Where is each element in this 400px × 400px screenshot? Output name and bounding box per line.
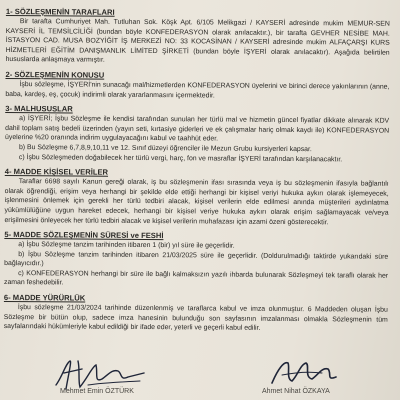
section-parties [6,7,390,68]
section-title: 2- SÖZLEŞMENİN KONUSU [5,69,105,80]
section-title: 1- SÖZLEŞMENİN TARAFLARI [5,6,115,17]
contract-body [4,2,390,335]
list-item: c) İşbu Sözleşmeden doğabilecek her türlü vergi, harç, fon ve masraflar İŞYERİ tarafından karşılanacaktır. [18,153,343,163]
section-title: 5- MADDE SÖZLEŞMENİN SÜRESİ ve FESHİ [4,230,164,241]
section-duration [4,230,388,291]
section-personal-data [4,167,388,228]
section-paragraph: Taraflar 6698 sayılı Kanun gereği olarak, iş bu sözleşmenin ifası sırasında veya iş bu sözleşmenin ifasıyla bağlantılı olarak öğrendiği, erişim veya herhangi bir şekilde elde ettiği herhangi bir kişisel veriyi hukuka aykırı olarak işlemeyecek, işlenmesini önlemek için gerekli her türlü tedbiri alacak, kişisel verilerin elde edilmesi anında müşterileri aydınlatma yükümlülüğüne uygun hareket edecek, herhangi bir kişisel veriye hukuka aykırı olarak erişim sağlamayacak ve/veya erişilmesini önleyecek her türlü tedbiri alacak ve kişisel verilerin muhafazası için azami özeni gösterecektir. [4,178,389,226]
section-financial [5,104,389,165]
list-item: b) Bu Sözleşme 6,7,8,9,10,11 ve 12. Sınıf düzeyi öğrenciler ile Mezun Grubu kursiyerleri kapsar. [18,144,312,154]
left-signatory-name: Mehmet Emin ÖZTÜRK [60,388,134,395]
list-item: c) KONFEDERASYON herhangi bir süre ile bağlı kalmaksızın yazılı ihbarda bulunarak Sözleşmeyi tek taraflı olarak her zaman feshedebilir. [4,269,389,287]
list-item: a) İŞYERİ; İşbu Sözleşme ile kendisi tarafından sunulan her türlü mal ve hizmetin güncel fiyatlar dikkate alınarak KDV dahil toplam satış bedeli üzerinden (yayın seti, kırtasiye giderleri ve ek çalışmalar hariç olmak kaydı ile) KONFEDERASYON üyelerine %20 oranında indirim uygulayacağını kabul ve taahhüt eder. [5,115,390,143]
right-signatory-name: Ahmet Nihat ÖZKAYA [262,388,330,395]
section-effectiveness [4,293,388,334]
section-title: 3- MALHUSUSLAR [5,104,73,114]
signature-block [0,355,400,400]
section-paragraph: İşbu sözleşme, İŞYERİ'nin sunacağı mal/hizmetlerden KONFEDERASYON üyelerini ve birinci derece yakınlarının (anne, baba, kardeş, eş, çocuk) indirimli olarak yararlanmasını içermektedir. [5,81,390,100]
list-item: a) İşbu Sözleşme tanzim tarihinden itibaren 1 (bir) yıl süre ile geçerlidir. [18,241,235,250]
list-item: b) İşbu Sözleşme tanzim tarihinden itibaren 21/03/2025 süre ile geçerlidir. (Doldurulmadığı taktirde yukarıdaki süre bağlayıcıdır.) [4,250,389,268]
section-title: 6- MADDE YÜRÜRLÜK [3,293,86,303]
section-paragraph: İşbu sözleşme 21/03/2024 tarihinde düzenlenmiş ve taraflarca kabul ve imza olunmuştur. 6 Maddeden oluşan İşbu Sözleşme bir bütün olup, sadece imza hanesinin bulunduğu son sayfasının imzalanması olmakla Sözleşmenin tüm sayfalarındaki hükümleriyle kabul edildiği bir ifade eder, yeterli ve geçerli kabul edilir. [3,304,388,333]
section-title: 4- MADDE KİŞİSEL VERİLER [4,167,109,177]
section-subject [5,70,389,102]
section-paragraph: Bir tarafta Cumhuriyet Mah. Tutluhan Sok. Köşk Apt. 6/105 Melikgazi / KAYSERİ adresinde mukim MEMUR-SEN KAYSERİ İL TEMSİLCİLİĞİ (bundan böyle KONFEDERASYON olarak anılacaktır.), bir tarafta GEVHER NESİBE MAH. İSTASYON CAD. MUSA BOZYİĞİT İŞ MERKEZİ NO: 33 KOCASİNAN / KAYSERİ adresinde mukim ALFAÇARŞI KURS HİZMETLERİ EĞİTİM DANIŞMANLIK LİMİTED ŞİRKETİ (bundan böyle İŞYERİ olarak anılacaktır). Aşağıda belirtilen hususlarda anlaşmaya varmıştır. [5,18,390,65]
